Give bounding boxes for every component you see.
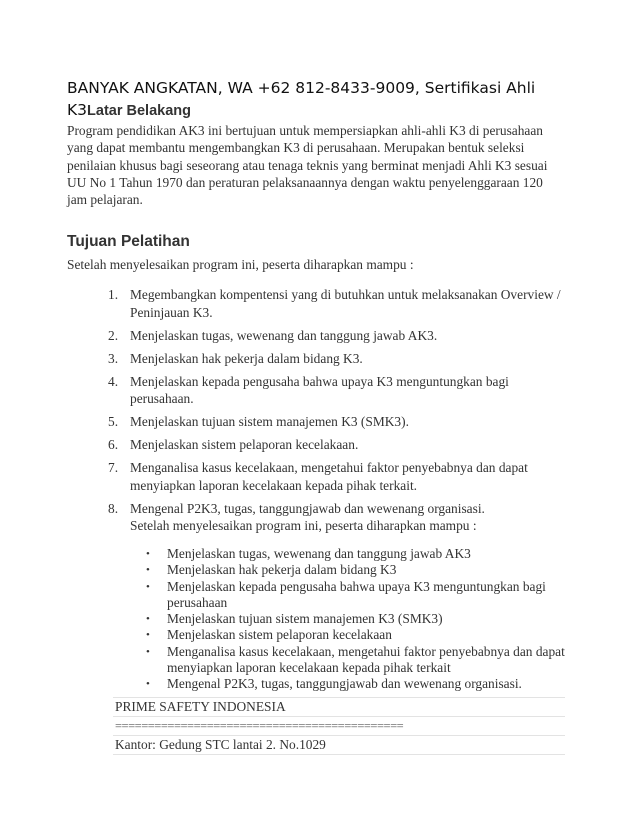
goal-item [108,286,563,321]
document-title [67,77,587,122]
footer-separator: ============================================ [113,717,565,736]
bullet-icon: • [146,645,150,658]
goal-number: 7. [108,460,119,475]
goal-text: Menjelaskan tugas, wewenang dan tanggung jawab AK3. [130,327,438,343]
sub-list-item [145,579,565,612]
section-heading-tujuan-pelatihan: Tujuan Pelatihan [67,233,190,250]
sub-list-item [145,676,565,692]
goals-intro: Setelah menyelesaikan program ini, peserta diharapkan mampu : [67,257,414,272]
goal-text: Menjelaskan sistem pelaporan kecelakaan. [130,437,359,452]
sub-item-text: Menjelaskan kepada pengusaha bahwa upaya K3 menguntungkan bagi perusahaan [167,578,546,610]
goal-item [108,436,563,454]
goal-item [108,373,563,408]
sub-item-text: Menganalisa kasus kecelakaan, mengetahui faktor penyebabnya dan dapat menyiapkan laporan kecelakaan kepada pihak terkait [167,643,565,676]
sub-list-item [145,562,565,578]
bullet-icon: • [146,548,150,560]
goal-number: 3. [108,350,119,366]
section-heading-latar-belakang: Latar Belakang [87,103,191,119]
sub-item-text: Menjelaskan tujuan sistem manajemen K3 (SMK3) [167,611,443,627]
goal-item [108,413,563,431]
goal-item [108,327,563,345]
sub-item-text: Mengenal P2K3, tugas, tanggungjawab dan wewenang organisasi. [167,676,522,692]
sub-item-text: Menjelaskan hak pekerja dalam bidang K3 [167,562,397,578]
sub-list-item [145,546,565,562]
sub-list-item [145,644,565,677]
sub-item-text: Menjelaskan sistem pelaporan kecelakaan [167,627,392,643]
goal-number: 5. [108,414,119,429]
goal-number: 6. [108,437,119,452]
goal-item [108,459,563,494]
sub-list-item [145,611,565,627]
goal-text: Mengenal P2K3, tugas, tanggungjawab dan wewenang organisasi. [130,500,485,516]
bullet-icon: • [146,678,150,691]
bullet-icon: • [146,580,150,593]
goal-text: Menjelaskan hak pekerja dalam bidang K3. [130,350,363,366]
goal-number: 8. [108,500,119,516]
sub-bullet-list [145,546,565,693]
goal-item [108,350,563,368]
bullet-icon: • [146,564,150,577]
bullet-icon: • [146,629,150,642]
goal-item [108,500,563,535]
goal-number: 4. [108,373,119,389]
goal-number: 2. [108,327,119,343]
goal-text: Megembangkan kompentensi yang di butuhkan untuk melaksanakan Overview / Peninjauan K3. [130,287,561,320]
goal-number: 1. [108,287,119,302]
goal-sub-intro: Setelah menyelesaikan program ini, peserta diharapkan mampu : [130,518,477,533]
footer-table [113,697,565,755]
goal-text: Menjelaskan kepada pengusaha bahwa upaya K3 menguntungkan bagi perusahaan. [130,373,509,406]
goals-list [108,286,563,540]
footer-address: Kantor: Gedung STC lantai 2. No.1029 [113,736,565,755]
goal-text: Menjelaskan tujuan sistem manajemen K3 (SMK3). [130,414,409,429]
sub-item-text: Menjelaskan tugas, wewenang dan tanggung jawab AK3 [167,546,471,561]
background-paragraph: Program pendidikan AK3 ini bertujuan untuk mempersiapkan ahli-ahli K3 di perusahaan yang dapat membantu mengembangkan K3 di perusahaan. Merupakan bentuk seleksi penilaian khusus bagi seseorang atau tenaga teknis yang berminat menjadi Ahli K3 sesuai UU No 1 Tahun 1970 dan peraturan pelaksanaannya dengan waktu penyelenggaraan 120 jam pelajaran. [67,123,548,208]
sub-list-item [145,627,565,643]
goal-text: Menganalisa kasus kecelakaan, mengetahui faktor penyebabnya dan dapat menyiapkan laporan kecelakaan kepada pihak terkait. [130,460,528,493]
footer-company: PRIME SAFETY INDONESIA [113,697,565,717]
bullet-icon: • [146,613,150,626]
title-text: BANYAK ANGKATAN, WA +62 812-8433-9009, Sertifikasi Ahli K3 [67,79,536,119]
